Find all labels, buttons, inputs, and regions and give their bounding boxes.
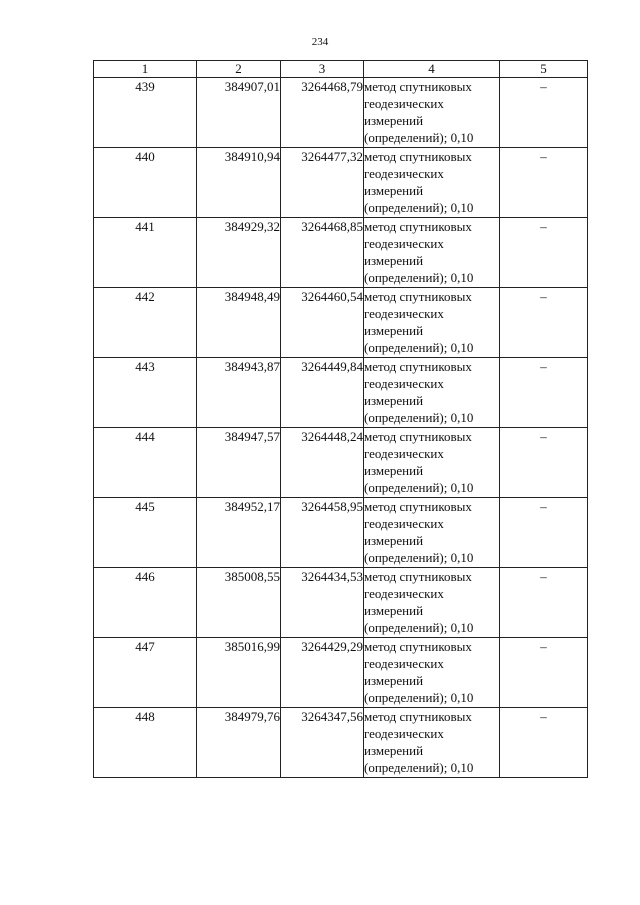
table-row <box>94 288 588 358</box>
coordinates-table <box>93 60 588 778</box>
y-coordinate-cell: 3264460,54 <box>281 288 364 358</box>
table-row <box>94 498 588 568</box>
table-row <box>94 218 588 288</box>
x-coordinate-cell: 384943,87 <box>197 358 281 428</box>
table-header-row <box>94 61 588 78</box>
x-coordinate-cell: 384979,76 <box>197 708 281 778</box>
method-line: метод спутниковых <box>364 79 472 94</box>
method-line: метод спутниковых <box>364 359 472 374</box>
method-line: геодезических <box>364 376 444 391</box>
method-line: (определений); 0,10 <box>364 270 474 285</box>
page-number: 234 <box>311 36 329 48</box>
note-cell: – <box>500 148 588 218</box>
table-row <box>94 568 588 638</box>
method-cell <box>364 148 500 218</box>
column-header-4: 4 <box>364 61 500 78</box>
point-number-cell: 439 <box>94 78 197 148</box>
method-cell <box>364 568 500 638</box>
method-line: метод спутниковых <box>364 639 472 654</box>
y-coordinate-cell: 3264468,79 <box>281 78 364 148</box>
note-cell: – <box>500 708 588 778</box>
method-line: измерений <box>364 673 424 688</box>
method-line: метод спутниковых <box>364 429 472 444</box>
point-number-cell: 446 <box>94 568 197 638</box>
method-line: измерений <box>364 183 424 198</box>
point-number-cell: 440 <box>94 148 197 218</box>
method-cell <box>364 428 500 498</box>
point-number-cell: 443 <box>94 358 197 428</box>
note-cell: – <box>500 568 588 638</box>
method-line: метод спутниковых <box>364 569 472 584</box>
method-line: геодезических <box>364 96 444 111</box>
column-header-2: 2 <box>197 61 281 78</box>
y-coordinate-cell: 3264448,24 <box>281 428 364 498</box>
method-line: геодезических <box>364 236 444 251</box>
table-row <box>94 638 588 708</box>
x-coordinate-cell: 384907,01 <box>197 78 281 148</box>
method-line: (определений); 0,10 <box>364 130 474 145</box>
y-coordinate-cell: 3264468,85 <box>281 218 364 288</box>
method-line: (определений); 0,10 <box>364 760 474 775</box>
method-line: (определений); 0,10 <box>364 690 474 705</box>
y-coordinate-cell: 3264429,29 <box>281 638 364 708</box>
method-line: измерений <box>364 113 424 128</box>
method-cell <box>364 288 500 358</box>
x-coordinate-cell: 384952,17 <box>197 498 281 568</box>
method-cell <box>364 358 500 428</box>
method-cell <box>364 638 500 708</box>
method-line: (определений); 0,10 <box>364 410 474 425</box>
method-line: геодезических <box>364 306 444 321</box>
method-line: (определений); 0,10 <box>364 550 474 565</box>
method-cell <box>364 78 500 148</box>
point-number-cell: 447 <box>94 638 197 708</box>
method-line: измерений <box>364 743 424 758</box>
x-coordinate-cell: 384948,49 <box>197 288 281 358</box>
note-cell: – <box>500 358 588 428</box>
method-line: метод спутниковых <box>364 289 472 304</box>
note-cell: – <box>500 638 588 708</box>
method-cell <box>364 218 500 288</box>
column-header-3: 3 <box>281 61 364 78</box>
method-line: измерений <box>364 463 424 478</box>
table-row <box>94 358 588 428</box>
y-coordinate-cell: 3264449,84 <box>281 358 364 428</box>
point-number-cell: 444 <box>94 428 197 498</box>
note-cell: – <box>500 78 588 148</box>
method-line: метод спутниковых <box>364 219 472 234</box>
method-line: измерений <box>364 533 424 548</box>
x-coordinate-cell: 385016,99 <box>197 638 281 708</box>
method-line: метод спутниковых <box>364 709 472 724</box>
method-line: метод спутниковых <box>364 499 472 514</box>
method-line: измерений <box>364 393 424 408</box>
method-line: (определений); 0,10 <box>364 340 474 355</box>
x-coordinate-cell: 384947,57 <box>197 428 281 498</box>
method-line: измерений <box>364 323 424 338</box>
method-line: геодезических <box>364 446 444 461</box>
point-number-cell: 442 <box>94 288 197 358</box>
y-coordinate-cell: 3264477,32 <box>281 148 364 218</box>
method-cell <box>364 498 500 568</box>
note-cell: – <box>500 218 588 288</box>
method-line: геодезических <box>364 516 444 531</box>
y-coordinate-cell: 3264458,95 <box>281 498 364 568</box>
point-number-cell: 448 <box>94 708 197 778</box>
method-line: измерений <box>364 253 424 268</box>
method-line: геодезических <box>364 586 444 601</box>
method-line: геодезических <box>364 166 444 181</box>
note-cell: – <box>500 288 588 358</box>
table-row <box>94 428 588 498</box>
x-coordinate-cell: 385008,55 <box>197 568 281 638</box>
y-coordinate-cell: 3264347,56 <box>281 708 364 778</box>
table-row <box>94 78 588 148</box>
table-row <box>94 708 588 778</box>
method-line: метод спутниковых <box>364 149 472 164</box>
method-line: (определений); 0,10 <box>364 480 474 495</box>
table-row <box>94 148 588 218</box>
column-header-1: 1 <box>94 61 197 78</box>
x-coordinate-cell: 384929,32 <box>197 218 281 288</box>
note-cell: – <box>500 428 588 498</box>
column-header-5: 5 <box>500 61 588 78</box>
method-line: измерений <box>364 603 424 618</box>
point-number-cell: 441 <box>94 218 197 288</box>
method-line: геодезических <box>364 656 444 671</box>
method-line: (определений); 0,10 <box>364 200 474 215</box>
method-cell <box>364 708 500 778</box>
table-body <box>94 78 588 778</box>
y-coordinate-cell: 3264434,53 <box>281 568 364 638</box>
point-number-cell: 445 <box>94 498 197 568</box>
note-cell: – <box>500 498 588 568</box>
method-line: геодезических <box>364 726 444 741</box>
x-coordinate-cell: 384910,94 <box>197 148 281 218</box>
method-line: (определений); 0,10 <box>364 620 474 635</box>
